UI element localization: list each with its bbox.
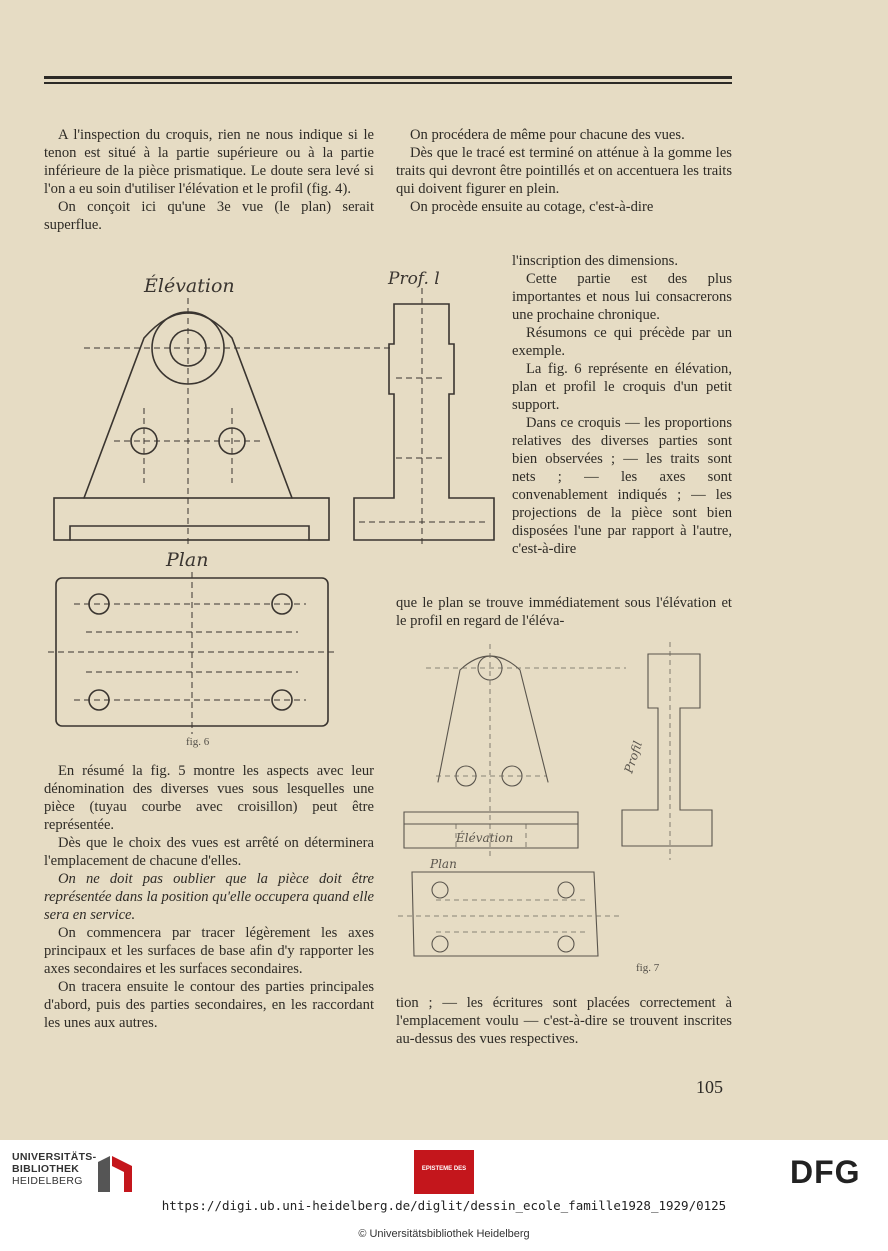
episteme-logo[interactable] [414, 1150, 474, 1194]
paragraph: Dès que le tracé est terminé on atténue à la gomme les traits qui devront être pointillés et on accentuera les traits qui doivent figurer en plein. [396, 145, 732, 197]
paragraph: En résumé la fig. 5 montre les aspects avec leur dénomination des diverses vues sous lesquelles une pièce (tuyau courbe avec croisillon) peut être représentée. [44, 763, 374, 833]
page-url-link[interactable]: https://digi.ub.uni-heidelberg.de/diglit/dessin_ecole_famille1928_1929/0125 [161, 1198, 727, 1213]
figure-7-elevation-label: Élévation [456, 831, 514, 845]
paragraph: Dès que le choix des vues est arrêté on déterminera l'emplacement de chacune d'elles. [44, 835, 374, 869]
italic-paragraph: On ne doit pas oublier que la pièce doit être représentée dans la position qu'elle occupera quand elle sera en service. [44, 871, 374, 923]
paragraph: On procédera de même pour chacune des vues. [410, 127, 685, 143]
page-number: 105 [696, 1077, 723, 1097]
header-rule [44, 76, 732, 79]
figure-6-elevation-label: Élévation [144, 275, 235, 297]
figure-6-plan-label: Plan [166, 549, 209, 571]
paragraph: La fig. 6 représente en élévation, plan et profil le croquis d'un petit support. [512, 361, 732, 413]
paragraph: Dans ce croquis — les proportions relatives des diverses parties sont bien observées ; — les traits sont nets ; — les axes sont convenablement indiqués ; — les projections de la pièce sont bien disposées l'une par rapport à l'autre, c'est-à-dire [512, 415, 732, 557]
university-library-name [12, 1151, 96, 1187]
right-column-top [396, 126, 732, 216]
library-mark-icon [96, 1152, 136, 1196]
header-rule-thin [44, 82, 732, 84]
right-column-bottom [396, 994, 732, 1048]
paragraph: l'inscription des dimensions. [512, 253, 678, 269]
figure-6-profile-label: Prof. l [388, 269, 440, 289]
paragraph: Cette partie est des plus importantes et nous lui consacrerons une prochaine chronique. [512, 271, 732, 323]
figure-7-drawing [396, 634, 732, 990]
viewer-footer [0, 1140, 888, 1251]
university-library-logo[interactable] [12, 1148, 132, 1196]
figure-7-profile-label: Profil [621, 739, 646, 775]
paragraph: Résumons ce qui précède par un exemple. [512, 325, 732, 359]
paragraph: A l'inspection du croquis, rien ne nous indique si le tenon est situé à la partie supérieure ou à la partie inférieure de la pièce prismatique. Le doute sera levé si l'on a eu soin d'utiliser l'élévation et le profil (fig. 4). [44, 127, 374, 197]
right-column-narrow [512, 252, 732, 558]
left-column-bottom [44, 762, 374, 1032]
library-line: HEIDELBERG [12, 1175, 83, 1187]
figure-7-plan-label: Plan [430, 857, 457, 871]
copyright-notice: © Universitätsbibliothek Heidelberg [358, 1228, 530, 1240]
episteme-logo-text: EPISTEME DES [421, 1166, 467, 1172]
paragraph: On commencera par tracer légèrement les axes principaux et les surfaces de base afin d'y rapporter les axes secondaires et les surfaces secondaires. [44, 925, 374, 977]
library-line: UNIVERSITÄTS- [12, 1151, 97, 1163]
paragraph: On conçoit ici qu'une 3e vue (le plan) serait superflue. [44, 199, 374, 233]
figure-6-caption: fig. 6 [186, 736, 210, 748]
left-column-top [44, 126, 374, 234]
figure-7 [396, 634, 732, 990]
dfg-logo[interactable]: DFG [790, 1154, 861, 1190]
paragraph: tion ; — les écritures sont placées correctement à l'emplacement voulu — c'est-à-dire se trouvent inscrites au-dessus des vues respectives. [396, 995, 732, 1047]
figure-7-caption: fig. 7 [636, 962, 660, 974]
paragraph: que le plan se trouve immédiatement sous l'élévation et le profil en regard de l'éléva- [396, 595, 732, 629]
paragraph: On procède ensuite au cotage, c'est-à-dire [410, 199, 654, 215]
library-line: BIBLIOTHEK [12, 1163, 80, 1175]
paragraph: On tracera ensuite le contour des parties principales d'abord, puis des parties secondaires, en les raccordant les unes aux autres. [44, 979, 374, 1031]
